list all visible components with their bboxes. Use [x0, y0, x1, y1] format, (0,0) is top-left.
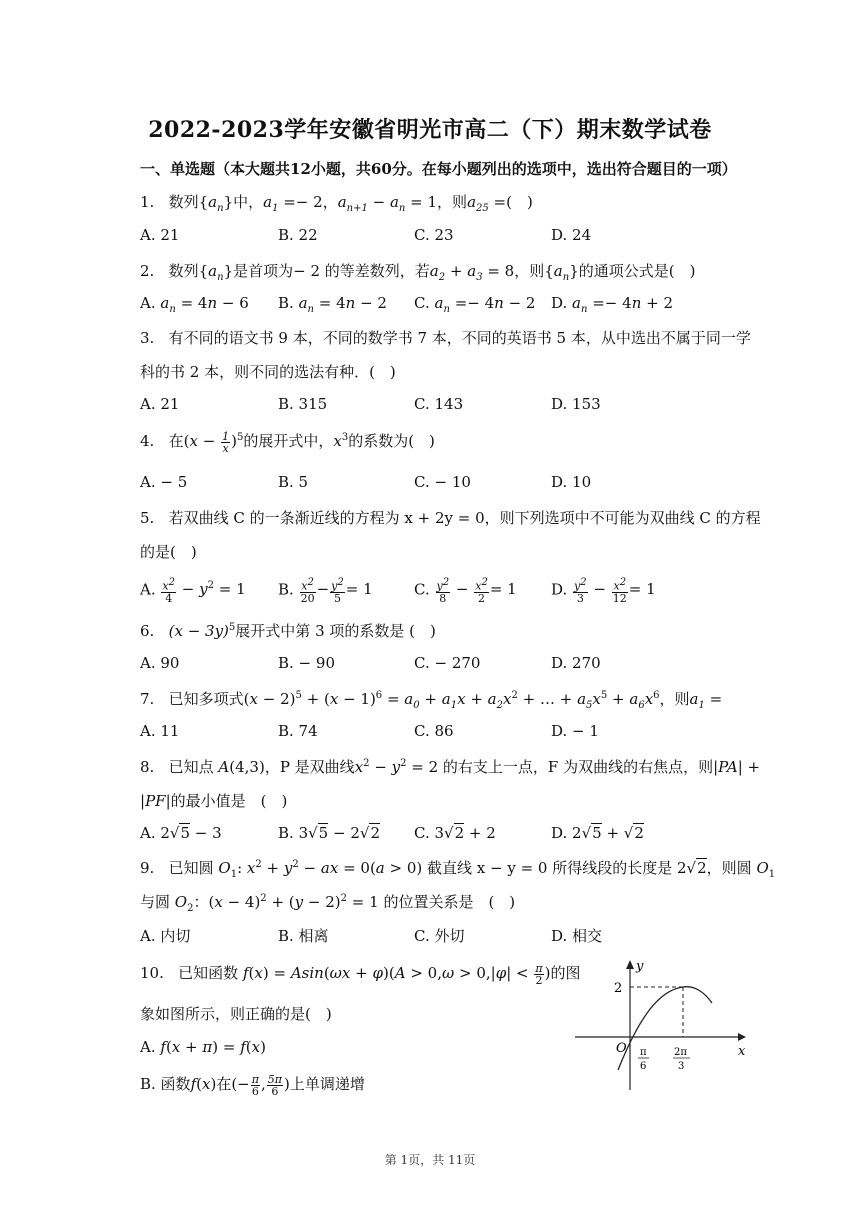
q7-option-a[interactable]: A. 11	[140, 722, 180, 740]
q8-option-c[interactable]: C. 3√2 + 2	[414, 824, 496, 842]
q9-option-d[interactable]: D. 相交	[551, 927, 603, 945]
question-3-line-1: 3. 有不同的语文书 9 本，不同的数学书 7 本，不同的英语书 5 本，从中选出不属于同一学	[140, 329, 751, 347]
q1-option-c[interactable]: C. 23	[414, 226, 454, 244]
question-2: 2. 数列$\{a_n\}$是首项为− 2 的等差数列，若$a_2 + a_3 = 8$，则$\{a_n\}$的通项公式是( )	[140, 262, 696, 283]
tick-1-den: 6	[640, 1061, 647, 1072]
q3-option-b[interactable]: B. 315	[278, 395, 328, 413]
q8-option-d[interactable]: D. 2√5 + √2	[551, 824, 644, 842]
y-label: y	[636, 959, 644, 974]
origin-label: O	[616, 1041, 627, 1056]
question-1: 1. 数列$\{a_n\}$中，$a_1 =- 2$，$a_{n+1} - a_n = 1$，则$a_{25}$ =( )	[140, 193, 533, 214]
sine-curve	[618, 987, 712, 1070]
x-label: x	[738, 1044, 746, 1059]
q3-option-d[interactable]: D. 153	[551, 395, 601, 413]
q9-option-b[interactable]: B. 相离	[278, 927, 329, 945]
question-10-line-2: 象如图所示，则正确的是( )	[140, 1005, 332, 1023]
q6-option-d[interactable]: D. 270	[551, 654, 601, 672]
q3-option-a[interactable]: A. 21	[140, 395, 180, 413]
q6-option-a[interactable]: A. 90	[140, 654, 180, 672]
q5-option-d[interactable]: D. $\frac{y^2}{3}$ − $\frac{x^2}{12}$ = 1	[551, 577, 656, 605]
question-3-line-2: 科的书 2 本，则不同的选法有种．( )	[140, 363, 396, 381]
tick-2-den: 3	[678, 1061, 685, 1072]
q7-option-c[interactable]: C. 86	[414, 722, 454, 740]
q6-option-b[interactable]: B. − 90	[278, 654, 335, 672]
q7-option-d[interactable]: D. − 1	[551, 722, 599, 740]
q2-option-d[interactable]: D. $a_n =- 4n + 2$	[551, 294, 674, 315]
q10-option-b[interactable]: B. 函数f(x)在(− $\frac{\pi}{6}$ , $\frac{5\pi}{6}$ )上单调递增	[140, 1072, 365, 1098]
q2-option-c[interactable]: C. $a_n =- 4n - 2$	[414, 294, 536, 315]
question-8-line-2: |PF|的最小值是 ( )	[140, 792, 288, 810]
section-heading: 一、单选题（本大题共12小题，共60分。在每小题列出的选项中，选出符合题目的一项）	[140, 160, 737, 178]
page-footer: 第 1页，共 11页	[384, 1153, 476, 1167]
q9-option-a[interactable]: A. 内切	[140, 927, 191, 945]
x-axis-arrow	[738, 1033, 746, 1041]
question-9-line-2: 与圆 $O_2$：$(x - 4)^2 + (y - 2)^2 = 1$ 的位置关系是 ( )	[140, 893, 516, 914]
q10-option-a[interactable]: A. f(x + π) = f(x)	[140, 1038, 266, 1056]
tick-2-num: 2π	[674, 1047, 687, 1058]
question-8-line-1: 8. 已知点 A(4,3)，P 是双曲线$x^2 - y^2 = 2$ 的右支上一点，F 为双曲线的右焦点，则|PA| +	[140, 758, 761, 776]
function-graph	[570, 955, 755, 1095]
q8-option-b[interactable]: B. 3√5 − 2√2	[278, 824, 380, 842]
q3-option-c[interactable]: C. 143	[414, 395, 464, 413]
q2-option-b[interactable]: B. $a_n = 4n - 2$	[278, 294, 387, 315]
max-label: 2	[614, 981, 623, 996]
q7-option-b[interactable]: B. 74	[278, 722, 318, 740]
q4-option-c[interactable]: C. − 10	[414, 473, 471, 491]
question-5-line-2: 的是( )	[140, 543, 197, 561]
q2-option-a[interactable]: A. $a_n = 4n - 6$	[140, 294, 249, 315]
question-5-line-1: 5. 若双曲线 C 的一条渐近线的方程为 x + 2y = 0，则下列选项中不可能为双曲线 C 的方程	[140, 509, 761, 527]
q4-option-b[interactable]: B. 5	[278, 473, 309, 491]
tick-1-num: π	[640, 1047, 647, 1058]
q6-option-c[interactable]: C. − 270	[414, 654, 481, 672]
q5-option-b[interactable]: B. $\frac{x^2}{20}$ − $\frac{y^2}{5}$ = 1	[278, 577, 373, 605]
q9-option-c[interactable]: C. 外切	[414, 927, 465, 945]
q5-option-a[interactable]: A. $\frac{x^2}{4}$ − $y^2 = 1$	[140, 577, 246, 605]
question-4: 4. 在(x − $\frac{1}{x}$ )$^5$的展开式中，$x^3$的系数为( )	[140, 429, 435, 455]
question-9-line-1: 9. 已知圆 $O_1$: $x^2 + y^2$ − ax = 0(a > 0) 截直线 x − y = 0 所得线段的长度是 2√2，则圆 $O_1$	[140, 859, 776, 880]
q4-option-d[interactable]: D. 10	[551, 473, 592, 491]
q1-option-b[interactable]: B. 22	[278, 226, 318, 244]
q1-option-a[interactable]: A. 21	[140, 226, 180, 244]
q8-option-a[interactable]: A. 2√5 − 3	[140, 824, 222, 842]
question-7: 7. 已知多项式$(x - 2)^5 + (x - 1)^6 = a_0 + a_1x + a_2x^2$ + … + $a_5x^5 + a_6x^6$，则$a_1$ =	[140, 690, 723, 711]
q4-option-a[interactable]: A. − 5	[140, 473, 188, 491]
q5-option-c[interactable]: C. $\frac{y^2}{8}$ − $\frac{x^2}{2}$ = 1	[414, 577, 517, 605]
page-title: 2022-2023学年安徽省明光市高二（下）期末数学试卷	[148, 117, 712, 143]
question-6: 6. $(x - 3y)^5$展开式中第 3 项的系数是 ( )	[140, 622, 436, 640]
question-10-line-1: 10. 已知函数 f(x) = Asin(ωx + φ)(A > 0,ω > 0,|φ| < $\frac{\pi}{2}$ )的图	[140, 961, 581, 987]
q1-option-d[interactable]: D. 24	[551, 226, 592, 244]
y-axis-arrow	[626, 960, 634, 969]
